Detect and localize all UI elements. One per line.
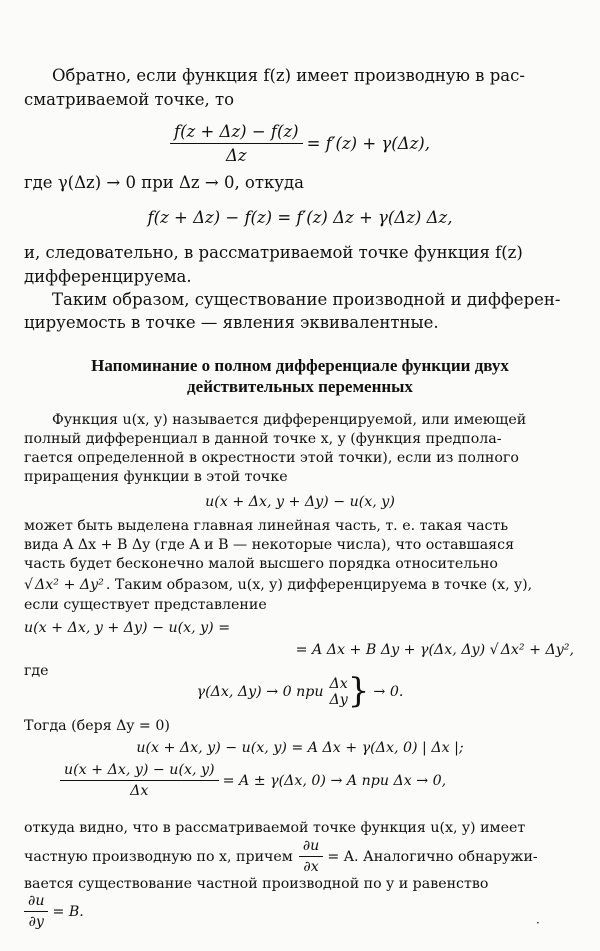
explain-line-5: если существует представление <box>24 597 267 613</box>
right-brace: } <box>347 671 370 712</box>
fraction-denominator: ∂y <box>28 914 44 930</box>
where-line: где γ(Δz) → 0 при Δz → 0, откуда <box>24 173 305 192</box>
fraction-denominator: ∂x <box>303 859 319 875</box>
conclusion-line-1: откуда видно, что в рассматриваемой точке функция u(x, y) имеет <box>24 820 526 836</box>
equation-rhs: = A ± γ(Δx, 0) → A при Δx → 0, <box>222 772 447 789</box>
equation-partial-increment: u(x + Δx, y) − u(x, y) = A Δx + γ(Δx, 0) | Δx |; <box>136 740 464 756</box>
intro-line-1: Обратно, если функция f(z) имеет производную в рас- <box>52 66 525 85</box>
stacked-variables <box>330 676 348 708</box>
definition-line-4: приращения функции в этой точке <box>24 469 288 485</box>
conclusion-line-4 <box>24 893 576 930</box>
partial-derivative-x <box>299 838 323 875</box>
equation-representation-line-2 <box>24 642 576 658</box>
explain-line-4 <box>24 577 576 593</box>
consequence-line-1: и, следовательно, в рассматриваемой точке функция f(z) <box>24 243 523 262</box>
equation-linear-part: = A Δx + B Δy + γ(Δx, Δy) <box>295 642 486 658</box>
stacked-bottom: Δy <box>329 692 348 708</box>
explain-line-1: может быть выделена главная линейная часть, т. е. такая часть <box>24 518 509 534</box>
sqrt-symbol: √ <box>489 642 499 658</box>
equation-representation-line-1: u(x + Δx, y + Δy) − u(x, y) = <box>24 620 231 636</box>
conclusion-line-4-end: = B. <box>52 903 84 920</box>
then-line: Тогда (беря Δy = 0) <box>24 718 170 734</box>
fraction-denominator: Δx <box>130 783 149 799</box>
fraction-numerator: ∂u <box>299 838 323 857</box>
definition-line-3: гается определенной в окрестности этой точки), если из полного <box>24 450 519 466</box>
equation-full-increment: u(x + Δx, y + Δy) − u(x, y) <box>205 494 395 510</box>
equation-increment: f(z + Δz) − f(z) = f′(z) Δz + γ(Δz) Δz, <box>147 208 453 227</box>
sqrt-radicand: Δx² + Δy² <box>35 577 104 593</box>
where-line-2: где <box>24 663 49 679</box>
summary-line-1: Таким образом, существование производной и дифферен- <box>52 290 561 309</box>
equation-derivative-fraction <box>24 122 576 165</box>
partial-derivative-y <box>24 893 48 930</box>
explain-line-4-rest: . Таким образом, u(x, y) дифференцируема в точке (x, y), <box>105 577 533 593</box>
sqrt-radicand: Δx² + Δy², <box>500 642 574 658</box>
definition-line-1: Функция u(x, y) называется дифференцируемой, или имеющей <box>52 412 527 428</box>
fraction-numerator: u(x + Δx, y) − u(x, y) <box>60 762 219 781</box>
fraction-denominator: Δz <box>225 146 247 165</box>
intro-line-2: сматриваемой точке, то <box>24 90 235 109</box>
explain-line-2: вида A Δx + B Δy (где A и B — некоторые числа), что оставшаяся <box>24 537 515 553</box>
equation-rhs: = f′(z) + γ(Δz), <box>306 134 430 153</box>
definition-line-2: полный дифференциал в данной точке x, y (функция предпола- <box>24 431 502 447</box>
sqrt-symbol: √ <box>24 577 34 593</box>
fraction <box>60 762 219 799</box>
conclusion-line-2-end: = A. Аналогично обнаружи- <box>327 848 538 865</box>
fraction <box>170 122 303 165</box>
fraction-numerator: f(z + Δz) − f(z) <box>170 122 303 144</box>
conclusion-line-2-start: частную производную по x, причем <box>24 848 293 865</box>
print-mark: · <box>536 916 540 930</box>
consequence-line-2: дифференцируема. <box>24 267 192 286</box>
section-heading-line-2: действительных переменных <box>187 377 413 396</box>
limit-right: → 0. <box>373 684 404 700</box>
section-heading-line-1: Напоминание о полном дифференциале функции двух <box>91 356 509 375</box>
conclusion-line-3: вается существование частной производной по y и равенство <box>24 876 489 892</box>
stacked-top: Δx <box>329 676 348 692</box>
conclusion-line-2 <box>24 838 576 875</box>
limit-left: γ(Δx, Δy) → 0 при <box>196 684 324 700</box>
fraction-numerator: ∂u <box>24 893 48 912</box>
equation-difference-quotient <box>60 762 576 799</box>
summary-line-2: цируемость в точке — явления эквивалентные. <box>24 313 439 332</box>
explain-line-3: часть будет бесконечно малой высшего порядка относительно <box>24 556 498 572</box>
